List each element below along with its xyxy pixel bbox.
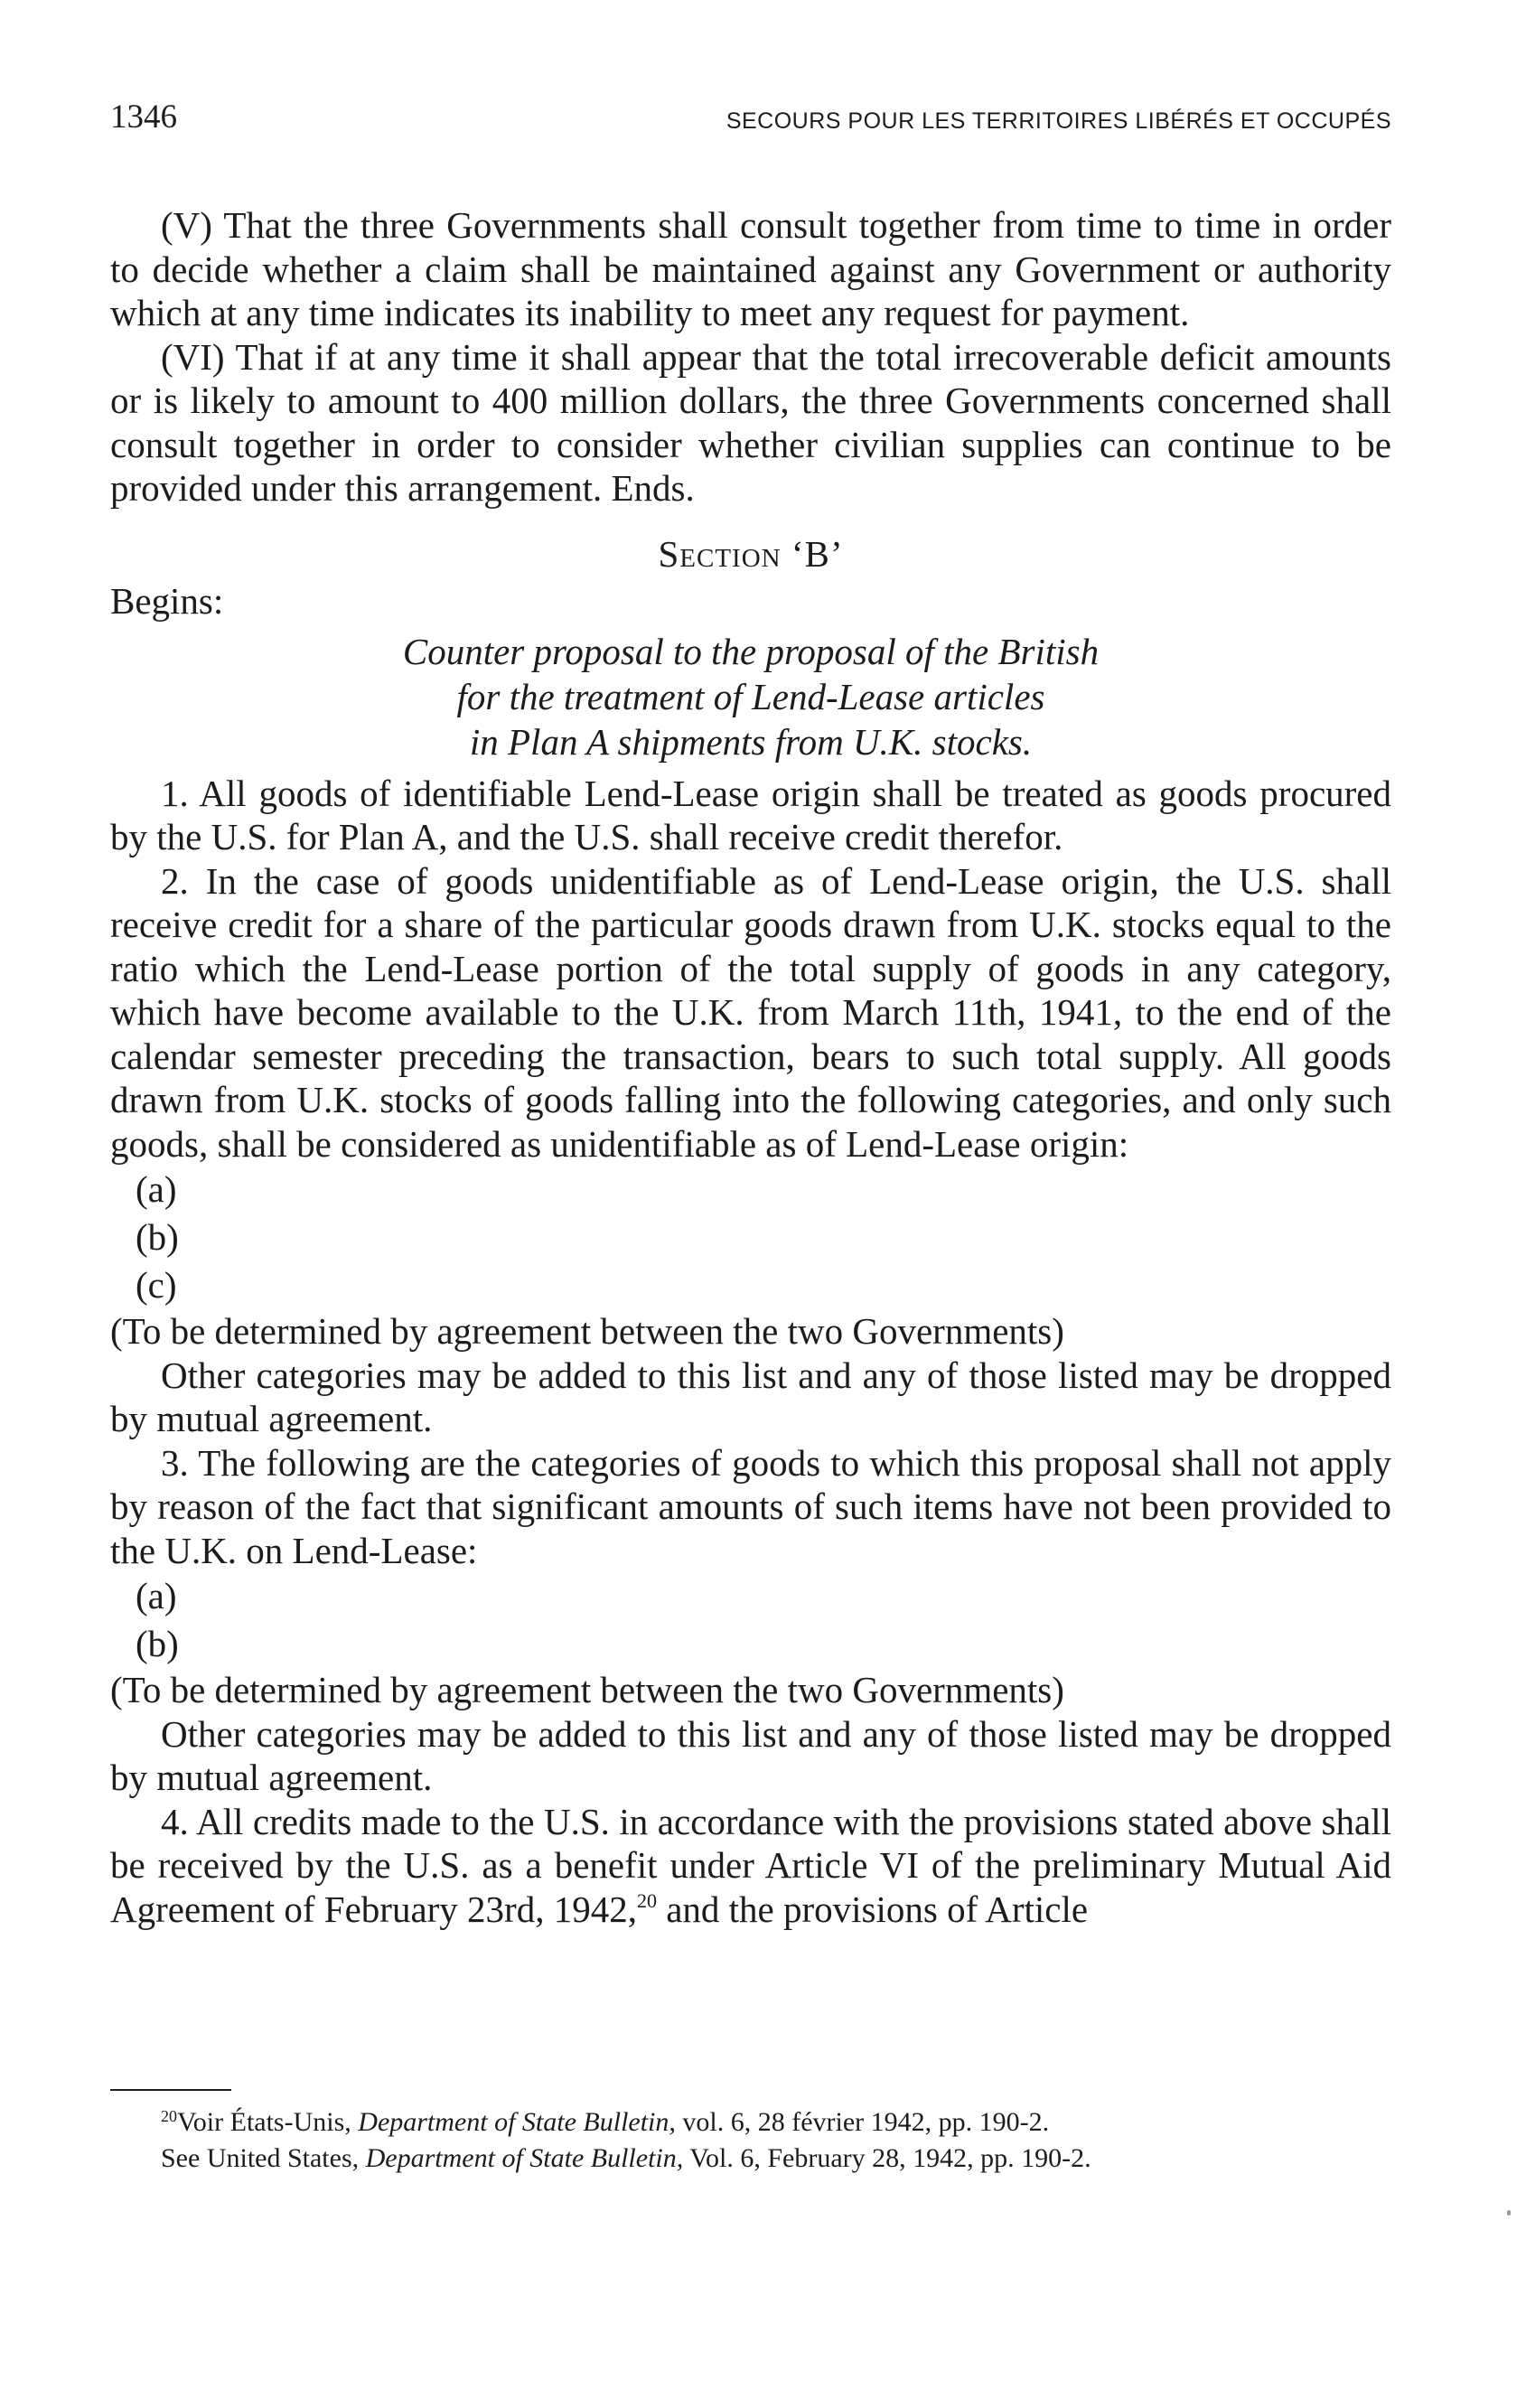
item-2-sub-b: (b) bbox=[136, 1216, 179, 1258]
footnote-french bbox=[110, 2098, 1391, 2141]
footnote-french-title: Department of State Bulletin, bbox=[358, 2107, 676, 2137]
paragraph-vi: (VI) That if at any time it shall appear that the total irrecoverable deficit amounts or is likely to amount to 400 million dollars, the three Governments concerned shall consult together in order to consider whether civilian supplies can continue to be provided under this arrangement. Ends. bbox=[110, 335, 1391, 509]
running-head: SECOURS POUR LES TERRITOIRES LIBÉRÉS ET OCCUPÉS bbox=[726, 108, 1391, 134]
item-4-text-continued: and the provisions of Article bbox=[656, 1888, 1089, 1930]
item-2-determined-note: (To be determined by agreement between the two Governments) bbox=[110, 1310, 1064, 1352]
body-text bbox=[110, 203, 1391, 1931]
footnote-marker: 20 bbox=[161, 2107, 177, 2125]
item-2-other-categories: Other categories may be added to this list and any of those listed may be dropped by mutual agreement. bbox=[110, 1354, 1391, 1439]
page-header bbox=[110, 98, 1391, 152]
item-3-other-categories: Other categories may be added to this list and any of those listed may be dropped by mutual agreement. bbox=[110, 1712, 1391, 1798]
item-2-sub-c: (c) bbox=[136, 1264, 177, 1306]
proposal-title-line: in Plan A shipments from U.K. stocks. bbox=[469, 720, 1033, 763]
footnote-english-text: See United States, bbox=[161, 2143, 366, 2173]
item-2: 2. In the case of goods unidentifiable as of Lend-Lease origin, the U.S. shall receive credit for a share of the particular goods drawn from U.K. stocks equal to the ratio which the Lend-Lease portion of the total supply of goods in any category, which have become available to the U.K. from March 11th, 1941, to the end of the calendar semester preceding the transaction, bears to such total supply. All goods drawn from U.K. stocks of goods falling into the following categories, and only such goods, shall be considered as unidentifiable as of Lend-Lease origin: bbox=[110, 859, 1391, 1165]
item-4-text: 4. All credits made to the U.S. in accordance with the provisions stated above shall be received by the U.S. as a benefit under Article VI of the preliminary Mutual Aid Agreement of February 23rd, 1942, bbox=[110, 1800, 1391, 1930]
proposal-title-line: Counter proposal to the proposal of the British bbox=[402, 630, 1100, 672]
paragraph-v: (V) That the three Governments shall consult together from time to time in order to decide whether a claim shall be maintained against any Government or authority which at any time indicates its inability to meet any request for payment. bbox=[110, 204, 1391, 333]
item-2-sub-a: (a) bbox=[136, 1168, 177, 1210]
footnote-divider bbox=[110, 2089, 231, 2091]
scan-speck bbox=[1507, 2210, 1511, 2216]
proposal-title bbox=[110, 629, 1391, 764]
item-3: 3. The following are the categories of goods to which this proposal shall not apply by reason of the fact that significant amounts of such items have not been provided to the U.K. on Lend-Lease: bbox=[110, 1441, 1391, 1571]
item-3-determined-note: (To be determined by agreement between the two Governments) bbox=[110, 1669, 1064, 1710]
footnote-english-title: Department of State Bulletin, bbox=[365, 2143, 684, 2173]
footnote-reference: 20 bbox=[636, 1888, 657, 1912]
item-4 bbox=[110, 1800, 1391, 1932]
footnote-french-citation: vol. 6, 28 février 1942, pp. 190-2. bbox=[675, 2107, 1050, 2137]
section-heading: Section ‘B’ bbox=[658, 532, 844, 575]
page-number: 1346 bbox=[110, 98, 177, 136]
footnote-english-citation: Vol. 6, February 28, 1942, pp. 190-2. bbox=[683, 2143, 1091, 2173]
footnotes bbox=[110, 2098, 1391, 2177]
item-1: 1. All goods of identifiable Lend-Lease origin shall be treated as goods procured by the U.S. for Plan A, and the U.S. shall receive credit therefor. bbox=[110, 772, 1391, 857]
item-3-sub-a: (a) bbox=[136, 1575, 177, 1616]
item-3-sub-b: (b) bbox=[136, 1623, 179, 1664]
footnote-english bbox=[110, 2141, 1391, 2177]
begins-label: Begins: bbox=[110, 580, 224, 622]
proposal-title-line: for the treatment of Lend-Lease articles bbox=[456, 675, 1045, 717]
footnote-french-text: Voir États-Unis, bbox=[177, 2107, 359, 2137]
